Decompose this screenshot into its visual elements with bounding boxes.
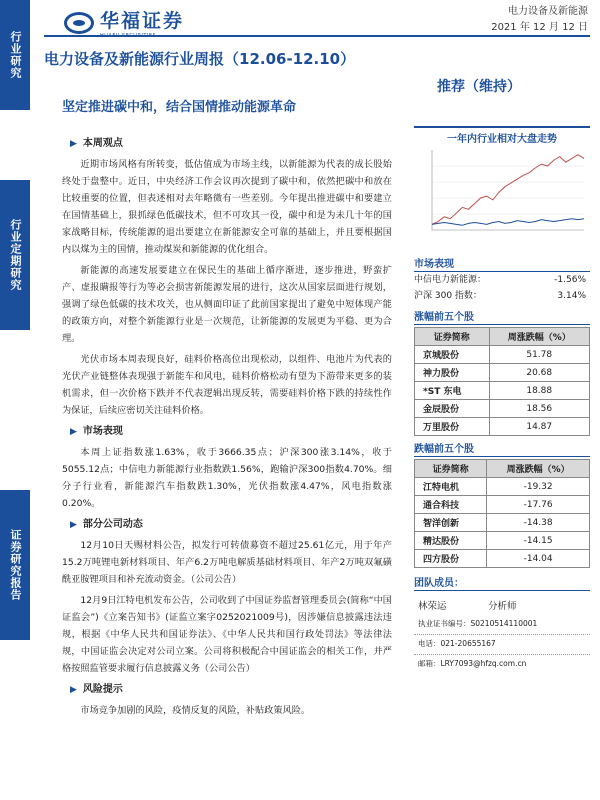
analyst-cert: 执业证书编号：S0210514110001: [418, 619, 538, 628]
chart-series-line-1: [432, 219, 584, 226]
stock-change: 18.88: [489, 382, 590, 400]
stock-change: 18.56: [489, 400, 590, 418]
column-header: 周涨跌幅（%）: [489, 328, 590, 346]
losers-table: [414, 459, 590, 568]
table-header-row: [415, 328, 590, 346]
stock-name: 智洋创新: [415, 514, 487, 532]
table-row: [415, 532, 590, 550]
market-value: 3.14%: [557, 291, 586, 301]
gainers-table: [414, 327, 590, 436]
column-header: 证券简称: [415, 328, 490, 346]
table-row: [415, 418, 590, 436]
losers-heading: 跌幅前五个股: [414, 440, 590, 457]
stock-change: 20.68: [489, 364, 590, 382]
market-heading: 市场表现: [414, 255, 590, 272]
table-row: [415, 400, 590, 418]
analyst-name-row: [414, 599, 590, 615]
section-heading-view: ▶ 本周观点: [70, 138, 123, 149]
table-row: [415, 496, 590, 514]
sidebar-tab-label: 证券研究报告: [9, 529, 22, 601]
stock-change: 14.87: [489, 418, 590, 436]
table-header-row: [415, 460, 590, 478]
market-label: 中信电力新能源：: [414, 275, 487, 285]
report-type: 电力设备及新能源: [508, 6, 588, 17]
triangle-bullet-icon: ▶: [70, 520, 77, 530]
analyst-card: [414, 599, 590, 672]
header-divider: [44, 35, 590, 37]
triangle-bullet-icon: ▶: [70, 139, 77, 149]
section-heading-company: ▶ 部分公司动态: [70, 519, 143, 530]
triangle-bullet-icon: ▶: [70, 427, 77, 437]
paragraph: 新能源的高速发展要建立在保民生的基础上循序渐进，逐步推进，野蛮扩产、虚报瞒报等行为等必会损害新能源发展的进行，这次从国家层面进行规划，强调了绿色低碳的技术攻关，也从侧面印证了此前国家提出了避免中短体现产能的政策方向，对整个新能源行业是一次规范，让新能源的发展更为平稳、更为合理。: [62, 265, 392, 344]
report-date: 2021 年 12 月 12 日: [491, 22, 588, 33]
triangle-bullet-icon: ▶: [70, 685, 77, 695]
analyst-email: 邮箱：LRY7093@hfzq.com.cn: [418, 659, 527, 668]
analyst-role: 分析师: [488, 601, 517, 612]
report-title: 电力设备及新能源行业周报（12.06-12.10）: [44, 50, 356, 68]
sidebar-panel: [414, 126, 590, 672]
table-row: [415, 382, 590, 400]
stock-name: 金辰股份: [415, 400, 490, 418]
stock-change: -14.38: [487, 514, 590, 532]
chart-axes: [432, 150, 584, 230]
paragraph: 12月10日天赐材料公告，拟发行可转债募资不超过25.61亿元，用于年产15.2万吨锂电新材料项目、年产6.2万吨电解质基础材料项目、年产2万吨双氟磺酰亚胺锂项目和补充流动资金。（公司公告）: [62, 540, 392, 585]
sidebar-tab-periodic-research: [0, 180, 30, 330]
paragraph: 12月9日江特电机发布公告，公司收到了中国证券监督管理委员会(简称“中国证监会”)《立案告知书》(证监立案字0252021009号)，因涉嫌信息披露违法违规，根据《中华人民共和国证券法》、《中华人民共和国行政处罚法》等法律法规，中国证监会决定对公司立案。公司将积极配合中国证监会的相关工作，并严格按照监管要求履行信息披露义务（公司公告）: [62, 595, 392, 674]
market-row: [414, 272, 590, 288]
analyst-name: 林荣运: [418, 601, 447, 612]
sidebar-tab-securities-report: [0, 490, 30, 640]
stock-name: 万里股份: [415, 418, 490, 436]
section-heading-risk: ▶ 风险提示: [70, 684, 123, 695]
logo-cn: 华福证券: [100, 10, 185, 32]
stock-name: *ST 东电: [415, 382, 490, 400]
logo-mark-icon: [64, 12, 94, 34]
stock-change: -17.76: [487, 496, 590, 514]
sidebar-tab-label: 行业定期研究: [9, 219, 22, 291]
stock-change: -19.32: [487, 478, 590, 496]
header-meta: [491, 4, 588, 36]
paragraph: 近期市场风格有所转变，低估值成为市场主线，以新能源为代表的成长股始终处于盘整中。近日，中央经济工作会议再次提到了碳中和，依然把碳中和放在比较重要的位置，但表述相对去年略微有一些差别。今年提出推进碳中和要建立在国情基础上，狠抓绿色低碳技术，但不可攻其一役，碳中和是为未几十年的国家战略目标，传统能源的退出要建立在新能源安全可靠的基础上，并且要根据国内以煤为主的国情，推动煤炭和新能源的优化组合。: [62, 159, 392, 255]
column-header: 周涨跌幅（%）: [487, 460, 590, 478]
table-row: [415, 364, 590, 382]
team-heading: 团队成员：: [414, 574, 590, 591]
column-header: 证券简称: [415, 460, 487, 478]
stock-name: 精达股份: [415, 532, 487, 550]
paragraph: 光伏市场本周表现良好，硅料价格高位出现松动，以组件、电池片为代表的光伏产业链整体表现强于新能车和风电，硅料价格松动有望为下游带来更多的装机需求，但一次价格下跌并不代表逻辑出现反转，需要硅料价格下跌的持续性作为保证，后续应密切关注硅料价格。: [62, 354, 392, 416]
stock-change: -14.15: [487, 532, 590, 550]
section-heading-market: ▶ 市场表现: [70, 426, 123, 437]
table-row: [415, 346, 590, 364]
sidebar-tab-industry-research: [0, 0, 30, 110]
paragraph: 本周上证指数涨1.63%，收于3666.35点；沪深300涨3.14%，收于5055.12点；中信电力新能源行业指数跌1.56%，跑输沪深300指数4.70%。细分子行业看，新能源汽车指数跌1.30%，光伏指数涨4.47%，风电指数涨0.20%。: [62, 447, 392, 509]
table-row: [415, 514, 590, 532]
market-value: -1.56%: [554, 275, 586, 285]
sidebar-tab-label: 行业研究: [9, 31, 22, 79]
stock-name: 江特电机: [415, 478, 487, 496]
stock-change: 51.78: [489, 346, 590, 364]
stock-name: 神力股份: [415, 364, 490, 382]
stock-name: 四方股份: [415, 550, 487, 568]
report-subtitle: 坚定推进碳中和，结合国情推动能源革命: [62, 100, 297, 115]
chart-title: 一年内行业相对大盘走势: [414, 126, 590, 144]
report-body: [62, 132, 392, 723]
table-row: [415, 478, 590, 496]
gainers-heading: 涨幅前五个股: [414, 308, 590, 325]
market-row: [414, 288, 590, 304]
trend-chart: [414, 144, 590, 248]
market-label: 沪深 300 指数：: [414, 291, 482, 301]
analyst-phone: 电话：021-20655167: [418, 639, 496, 648]
stock-name: 通合科技: [415, 496, 487, 514]
stock-name: 京城股份: [415, 346, 490, 364]
rating-label: 推荐（维持）: [437, 79, 521, 95]
paragraph: 市场竞争加剧的风险，疫情反复的风险，补贴政策风险。: [80, 705, 311, 716]
stock-change: -14.04: [487, 550, 590, 568]
table-row: [415, 550, 590, 568]
